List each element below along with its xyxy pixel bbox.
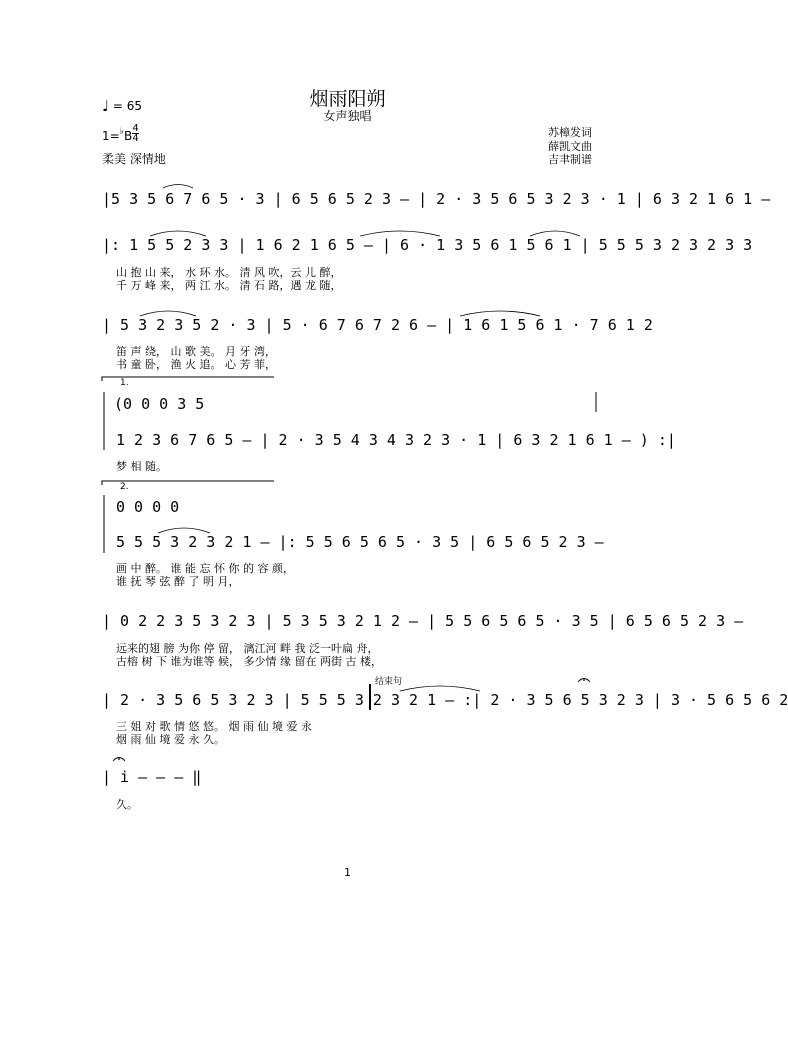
flat-icon: ♭ [119, 127, 124, 137]
time-sig-bottom: 4 [132, 133, 139, 144]
composer-credit: 薛凯文曲 [548, 139, 592, 153]
page-number: 1 [344, 866, 351, 879]
volta-1-bracket [102, 377, 274, 381]
slur-mark [150, 231, 206, 236]
music-line-6-notes: | 0 2 2 3 5 3 2 3 | 5 3 5 3 2 1 2 – | 5 5 6 5 6 5 · 3 5 | 6 5 6 5 2 3 – [102, 612, 744, 630]
slur-mark [460, 311, 540, 316]
fermata-dot [118, 758, 120, 760]
volta-1-marker: 1. [120, 378, 129, 388]
lyricist-credit: 苏樟发词 [548, 126, 592, 139]
line-8-lyrics: 久。 [116, 798, 138, 811]
quarter-note-icon: ♩ [102, 97, 110, 115]
music-line-7-notes: | 2 · 3 5 6 5 3 2 3 | 5 5 5 3 2 3 2 1 – :| 2 · 3 5 6 5 3 2 3 | 3 · 5 6 5 6 2 [102, 691, 788, 709]
notation-credit: 吉聿制谱 [548, 153, 592, 166]
song-subtitle: 女声独唱 [323, 109, 372, 123]
slur-mark [360, 231, 440, 236]
line-3-lyrics-verse-1: 笛 声 绕， 山 歌 美。 月 牙 湾， [116, 345, 276, 358]
volta-2-bracket [102, 481, 274, 485]
line-2-lyrics-verse-1: 山 抱 山 来， 水 环 水。 清 风 吹，云 儿 醉， [116, 266, 342, 279]
key-letter: B [123, 129, 133, 143]
volta-1-notes: 1 2 3 6 7 6 5 – | 2 · 3 5 4 3 4 3 2 3 · 1 | 6 3 2 1 6 1 – ) :| [116, 431, 676, 449]
line-6-lyrics-verse-2: 古榕 树 下 谁为谁等 候， 多少情 缘 留在 两街 古 楼， [116, 655, 382, 668]
volta-2-lyrics-verse-2: 谁 抚 琴 弦 醉 了 明 月， [116, 575, 240, 588]
line-2-lyrics-verse-2: 千 万 峰 来， 两 江 水。 清 石 路，遇 龙 随， [116, 279, 342, 292]
line-7-lyrics-verse-1: 三 姐 对 歌 情 悠 悠。 烟 雨 仙 境 爱 永 [116, 720, 312, 733]
time-sig-top: 4 [132, 123, 139, 134]
volta-1-lyrics: 梦 相 随。 [116, 460, 167, 473]
music-line-8-notes: | i – – – ‖ [102, 768, 202, 786]
line-6-lyrics-verse-1: 远来的翅 膀 为你 停 留， 漓江河 畔 我 泛一叶扁 舟， [116, 642, 379, 655]
ending-phrase-marker: 结束句 [375, 677, 403, 687]
song-title: 烟雨阳朔 [309, 88, 386, 110]
key-prefix: 1= [102, 129, 120, 143]
slur-mark [163, 185, 193, 189]
music-line-1-notes: |5 3 5 6 7 6 5 · 3 | 6 5 6 5 2 3 – | 2 · 3 5 6 5 3 2 3 · 1 | 6 3 2 1 6 1 – [102, 190, 771, 208]
volta-2-lyrics-verse-1: 画 中 醉。 谁 能 忘 怀 你 的 容 颜， [116, 562, 294, 575]
tempo-value: = 65 [112, 99, 143, 113]
volta-2-upper-part: 0 0 0 0 [116, 498, 180, 516]
volta-2-marker: 2. [120, 482, 129, 492]
volta-1-upper-part: (0 0 0 3 5 [114, 395, 205, 413]
slur-mark [140, 311, 196, 316]
slur-mark [400, 686, 480, 691]
line-7-lyrics-verse-2: 烟 雨 仙 境 爱 永 久。 [116, 733, 225, 746]
mood-marking: 柔美 深情地 [102, 152, 166, 166]
slur-mark [158, 528, 210, 533]
music-line-3-notes: | 5 3 2 3 5 2 · 3 | 5 · 6 7 6 7 2 6 – | 1 6 1 5 6 1 · 7 6 1 2 [102, 316, 653, 334]
music-line-2-notes: |: 1 5 5 2 3 3 | 1 6 2 1 6 5 – | 6 · 1 3 5 6 1 5 6 1 | 5 5 5 3 2 3 2 3 3 [102, 236, 753, 254]
fermata-dot [583, 679, 585, 681]
line-3-lyrics-verse-2: 书 童 卧， 渔 火 追。 心 芳 菲， [116, 358, 276, 371]
slur-mark [530, 231, 580, 236]
volta-2-notes: 5 5 5 3 2 3 2 1 – |: 5 5 6 5 6 5 · 3 5 | 6 5 6 5 2 3 – [116, 533, 604, 551]
